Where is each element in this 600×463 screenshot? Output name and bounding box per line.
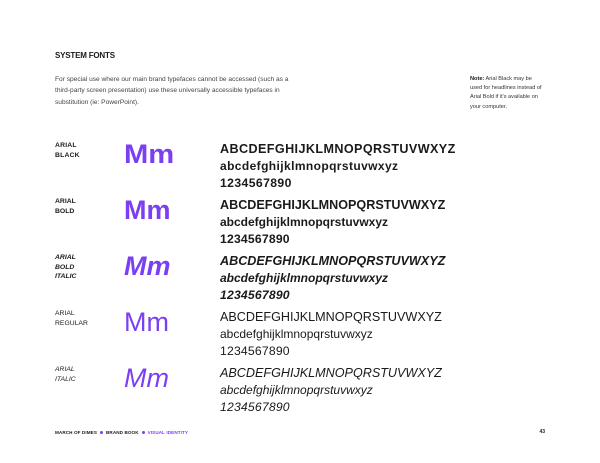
specimen-lowercase: abcdefghijklmnopqrstuvwxyz (220, 215, 389, 229)
specimen-digits: 1234567890 (220, 232, 290, 246)
font-label (55, 197, 115, 216)
font-sample: Mm (124, 139, 175, 169)
font-row-arial-regular (55, 309, 555, 369)
page-title: SYSTEM FONTS (55, 51, 115, 60)
specimen-lowercase: abcdefghijklmnopqrstuvwxyz (220, 327, 373, 341)
page-number: 43 (539, 429, 545, 435)
font-row-arial-italic (55, 365, 555, 425)
specimen-digits: 1234567890 (220, 344, 290, 358)
bullet-dot-icon (142, 431, 145, 434)
note-paragraph (470, 75, 545, 112)
font-sample: Mm (124, 307, 169, 337)
font-label (55, 253, 115, 282)
font-label (55, 309, 115, 328)
font-label-line: ARIAL (55, 310, 75, 317)
font-label (55, 365, 115, 384)
specimen-uppercase: ABCDEFGHIJKLMNOPQRSTUVWXYZ (220, 198, 446, 212)
footer-org: MARCH OF DIMES (55, 430, 97, 435)
font-label-line: ARIAL (55, 366, 75, 373)
note-label: Note: (470, 76, 485, 82)
font-label-line: BOLD (55, 207, 75, 215)
font-label-line: REGULAR (55, 319, 88, 327)
font-row-arial-bold-italic (55, 253, 555, 313)
specimen-lowercase: abcdefghijklmnopqrstuvwxyz (220, 383, 373, 397)
font-sample: Mm (124, 363, 169, 393)
font-sample: Mm (124, 195, 171, 225)
font-label-line: BOLD (55, 263, 75, 271)
specimen-digits: 1234567890 (220, 400, 290, 414)
specimen-lowercase: abcdefghijklmnopqrstuvwxyz (220, 159, 399, 173)
font-specimen (220, 253, 445, 304)
bullet-dot-icon (100, 431, 103, 434)
font-specimen (220, 365, 442, 416)
font-row-arial-bold (55, 197, 555, 257)
font-sample: Mm (124, 251, 171, 281)
font-label-line: BLACK (55, 151, 80, 159)
font-row-arial-black (55, 141, 555, 201)
specimen-uppercase: ABCDEFGHIJKLMNOPQRSTUVWXYZ (220, 254, 446, 268)
footer-breadcrumb (55, 430, 188, 435)
font-label-line: ITALIC (55, 375, 76, 383)
note-text: Arial Black may be used for headlines instead of Arial Bold if it's available on your computer. (470, 76, 542, 110)
footer-book: BRAND BOOK (105, 430, 139, 435)
specimen-lowercase: abcdefghijklmnopqrstuvwxyz (220, 271, 389, 285)
specimen-digits: 1234567890 (220, 176, 292, 190)
specimen-uppercase: ABCDEFGHIJKLMNOPQRSTUVWXYZ (220, 366, 442, 380)
font-specimen (220, 309, 442, 360)
specimen-uppercase: ABCDEFGHIJKLMNOPQRSTUVWXYZ (220, 142, 456, 156)
font-label-line: ITALIC (55, 273, 77, 280)
specimen-digits: 1234567890 (220, 288, 290, 302)
font-label-line: ARIAL (55, 198, 76, 205)
font-label-line: ARIAL (55, 142, 77, 149)
font-label (55, 141, 115, 160)
font-specimen (220, 141, 456, 192)
specimen-uppercase: ABCDEFGHIJKLMNOPQRSTUVWXYZ (220, 310, 442, 324)
font-specimen (220, 197, 445, 248)
footer-section: VISUAL IDENTITY (147, 430, 189, 435)
intro-paragraph: For special use where our main brand typefaces cannot be accessed (such as a third-party screen presentation) use these universally accessible typefaces in substitution (ie: PowerPoint). (55, 76, 289, 106)
font-label-line: ARIAL (55, 254, 76, 261)
